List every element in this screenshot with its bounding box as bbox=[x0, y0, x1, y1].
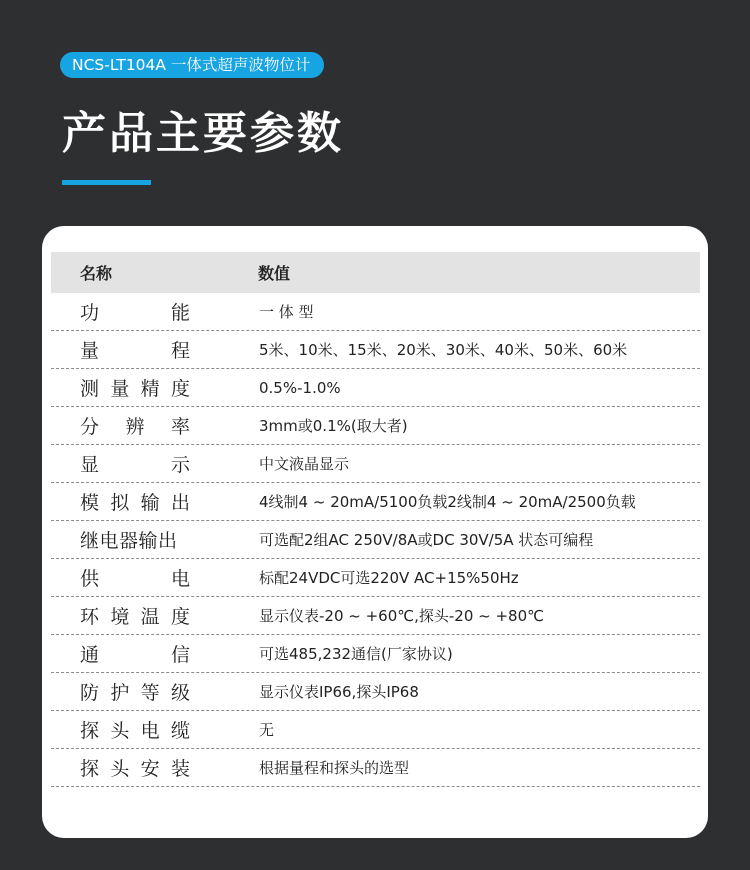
parameter-name bbox=[80, 336, 190, 363]
parameter-name-char: 头 bbox=[110, 720, 130, 742]
table-row bbox=[51, 559, 700, 597]
parameter-name-char: 探 bbox=[80, 720, 100, 742]
parameter-name-char: 输 bbox=[140, 492, 160, 514]
parameter-value: 标配24VDC可选220V AC+15%50Hz bbox=[259, 569, 519, 587]
table-row bbox=[51, 293, 700, 331]
table-body bbox=[51, 293, 700, 787]
parameter-name-char: 等 bbox=[140, 682, 160, 704]
table-row bbox=[51, 673, 700, 711]
parameter-value: 无 bbox=[259, 721, 275, 739]
column-header-value: 数值 bbox=[258, 264, 291, 283]
parameter-name-char: 级 bbox=[170, 682, 190, 704]
parameter-name-char: 出 bbox=[170, 492, 190, 514]
parameter-name-char: 量 bbox=[80, 340, 100, 362]
parameter-value: 中文液晶显示 bbox=[259, 455, 350, 473]
parameter-name-char: 电 bbox=[170, 568, 190, 590]
parameter-name-char: 供 bbox=[80, 568, 100, 590]
parameter-name-char: 量 bbox=[110, 378, 130, 400]
parameter-name-char: 辨 bbox=[125, 416, 145, 438]
parameter-name bbox=[80, 298, 190, 325]
parameter-name-char: 温 bbox=[140, 606, 160, 628]
parameter-name-char: 功 bbox=[80, 302, 100, 324]
parameter-name-char: 继电器输出 bbox=[80, 530, 178, 552]
parameter-value: 4线制4 ~ 20mA/5100负载2线制4 ~ 20mA/2500负载 bbox=[259, 493, 636, 511]
parameter-value: 一 体 型 bbox=[259, 303, 314, 321]
parameter-name-char: 环 bbox=[80, 606, 100, 628]
parameter-name-char: 防 bbox=[80, 682, 100, 704]
parameter-value: 5米、10米、15米、20米、30米、40米、50米、60米 bbox=[259, 341, 628, 359]
parameter-name-char: 缆 bbox=[170, 720, 190, 742]
parameter-value: 可选配2组AC 250V/8A或DC 30V/5A 状态可编程 bbox=[259, 531, 594, 549]
parameter-value: 3mm或0.1%(取大者) bbox=[259, 417, 408, 435]
table-header bbox=[51, 252, 700, 293]
table-row bbox=[51, 597, 700, 635]
table-row bbox=[51, 445, 700, 483]
parameters-card bbox=[42, 226, 708, 838]
parameter-value: 显示仪表IP66,探头IP68 bbox=[259, 683, 419, 701]
parameter-name bbox=[80, 450, 190, 477]
parameter-name bbox=[80, 640, 190, 667]
parameter-name bbox=[80, 412, 190, 439]
table-row bbox=[51, 331, 700, 369]
table-row bbox=[51, 407, 700, 445]
table-row bbox=[51, 483, 700, 521]
parameter-name-char: 头 bbox=[110, 758, 130, 780]
table-row bbox=[51, 635, 700, 673]
parameter-name-char: 拟 bbox=[110, 492, 130, 514]
parameter-name-char: 探 bbox=[80, 758, 100, 780]
parameter-name bbox=[80, 526, 190, 553]
parameter-name-char: 模 bbox=[80, 492, 100, 514]
parameter-value: 根据量程和探头的选型 bbox=[259, 759, 410, 777]
parameter-name bbox=[80, 488, 190, 515]
parameter-name-char: 通 bbox=[80, 644, 100, 666]
parameter-name bbox=[80, 754, 190, 781]
parameter-name bbox=[80, 374, 190, 401]
table-row bbox=[51, 711, 700, 749]
parameter-name bbox=[80, 564, 190, 591]
parameter-name-char: 示 bbox=[170, 454, 190, 476]
parameter-name-char: 测 bbox=[80, 378, 100, 400]
parameter-value: 0.5%-1.0% bbox=[259, 378, 341, 397]
table-row bbox=[51, 521, 700, 559]
parameter-name bbox=[80, 678, 190, 705]
parameter-name-char: 分 bbox=[80, 416, 100, 438]
column-header-name: 名称 bbox=[80, 264, 113, 283]
parameter-name-char: 装 bbox=[170, 758, 190, 780]
table-row bbox=[51, 749, 700, 787]
parameter-name-char: 率 bbox=[170, 416, 190, 438]
parameter-value: 显示仪表-20 ~ +60℃,探头-20 ~ +80℃ bbox=[259, 607, 544, 625]
title-underline bbox=[62, 180, 151, 185]
parameter-name-char: 境 bbox=[110, 606, 130, 628]
parameter-name-char: 精 bbox=[140, 378, 160, 400]
parameters-table bbox=[51, 252, 700, 787]
parameter-name bbox=[80, 602, 190, 629]
parameter-value: 可选485,232通信(厂家协议) bbox=[259, 645, 453, 663]
parameter-name-char: 程 bbox=[170, 340, 190, 362]
table-row bbox=[51, 369, 700, 407]
parameter-name-char: 电 bbox=[140, 720, 160, 742]
parameter-name-char: 护 bbox=[110, 682, 130, 704]
parameter-name-char: 能 bbox=[170, 302, 190, 324]
parameter-name bbox=[80, 716, 190, 743]
parameter-name-char: 度 bbox=[170, 378, 190, 400]
parameter-name-char: 度 bbox=[170, 606, 190, 628]
parameter-name-char: 安 bbox=[140, 758, 160, 780]
page-title: 产品主要参数 bbox=[62, 108, 344, 159]
parameter-name-char: 显 bbox=[80, 454, 100, 476]
product-model-tag: NCS-LT104A 一体式超声波物位计 bbox=[60, 52, 324, 78]
parameter-name-char: 信 bbox=[170, 644, 190, 666]
